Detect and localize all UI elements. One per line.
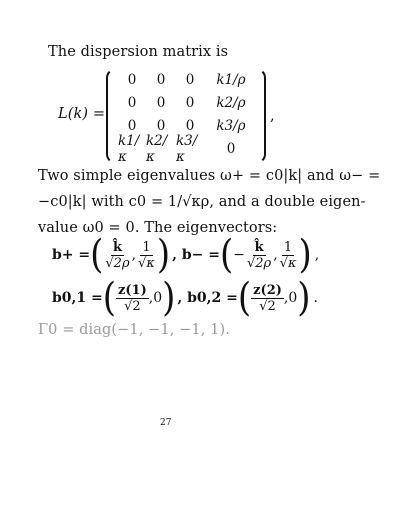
fraction-numerator: z(1) [118,282,147,298]
left-paren: ( [102,275,117,321]
matrix-cell: k2/ρ [216,94,246,111]
right-paren: ) [297,275,311,321]
matrix-cell: 0 [127,71,137,88]
fraction-numerator: z(2) [253,282,282,298]
separator-comma: , [131,247,137,263]
matrix-left-bracket [106,68,118,164]
matrix-cell: 0 [127,117,137,134]
fraction-numerator: 1 [142,239,151,255]
zero-component: 0 [153,290,163,306]
matrix-cell: 0 [185,71,195,88]
fraction-denominator: √2 [259,298,276,314]
fraction-1-over-sqrtkappa [136,240,157,271]
matrix-cell: 0 [226,140,236,157]
minus-sign: − [233,247,245,263]
separator-comma: , [273,247,278,263]
separator-comma: , [148,290,154,306]
eigen-line-1: Two simple eigenvalues ω+ = c0|k| and ω− = [38,168,381,184]
matrix-cell: k1/ρ [216,71,246,88]
eigen-line-2: −c0|k| with c0 = 1/√κρ, and a double eigen- [38,194,366,210]
matrix-cell: 0 [127,94,137,111]
matrix-cell: k3/κ [176,132,198,165]
fraction-khat-over-sqrt2rho [103,240,131,271]
fraction-denominator: √2 [124,298,141,314]
matrix-trailing-comma: , [270,108,275,124]
fraction-numerator: k̂ [112,239,122,255]
left-paren: ( [220,232,234,278]
fraction-denominator: √2ρ [105,255,130,271]
intro-text: The dispersion matrix is [48,44,229,60]
fraction-denominator: √2ρ [247,255,272,271]
fraction-khat-over-sqrt2rho [245,240,273,271]
fraction-denominator: √κ [138,255,155,271]
b-minus-label: , b− = [172,247,220,263]
matrix-cell: k2/κ [146,132,168,165]
fraction-numerator: 1 [283,239,293,255]
eigenvectors-b0 [52,275,318,321]
left-paren: ( [237,275,252,321]
matrix-lhs-text: L(k) = [58,106,106,122]
fraction-1-over-sqrtkappa [278,240,299,271]
eigenvectors-b-plus-minus [52,232,320,278]
left-paren: ( [90,232,104,278]
b-plus-label: b+ = [52,247,91,263]
matrix-lhs [58,106,105,122]
matrix-cell: k3/ρ [216,117,246,134]
zero-component: 0 [288,290,298,306]
fraction-z2-over-sqrt2 [251,283,284,314]
gamma-definition: Γ0 = diag(−1, −1, −1, 1). [38,322,230,338]
matrix-cell: 0 [156,117,166,134]
eigen-line-3: value ω0 = 0. The eigenvectors: [38,220,278,236]
matrix-grid [118,68,258,165]
trailing-comma: , [314,247,320,263]
right-paren: ) [162,275,176,321]
trailing-period: . [313,290,318,306]
b01-label: b0,1 = [52,290,103,306]
fraction-numerator: k̂ [254,239,264,255]
right-paren: ) [156,232,171,278]
separator-comma: , [283,290,289,306]
matrix-cell: k1/κ [118,132,140,165]
matrix-cell: 0 [156,71,166,88]
matrix-right-bracket [254,68,266,164]
dispersion-matrix [106,68,266,165]
b02-label: , b0,2 = [177,290,238,306]
fraction-z1-over-sqrt2 [116,283,149,314]
matrix-cell: 0 [185,94,195,111]
page-number: 27 [160,418,172,428]
fraction-denominator: √κ [279,255,297,271]
right-paren: ) [298,232,312,278]
matrix-cell: 0 [185,117,195,134]
matrix-cell: 0 [156,94,166,111]
